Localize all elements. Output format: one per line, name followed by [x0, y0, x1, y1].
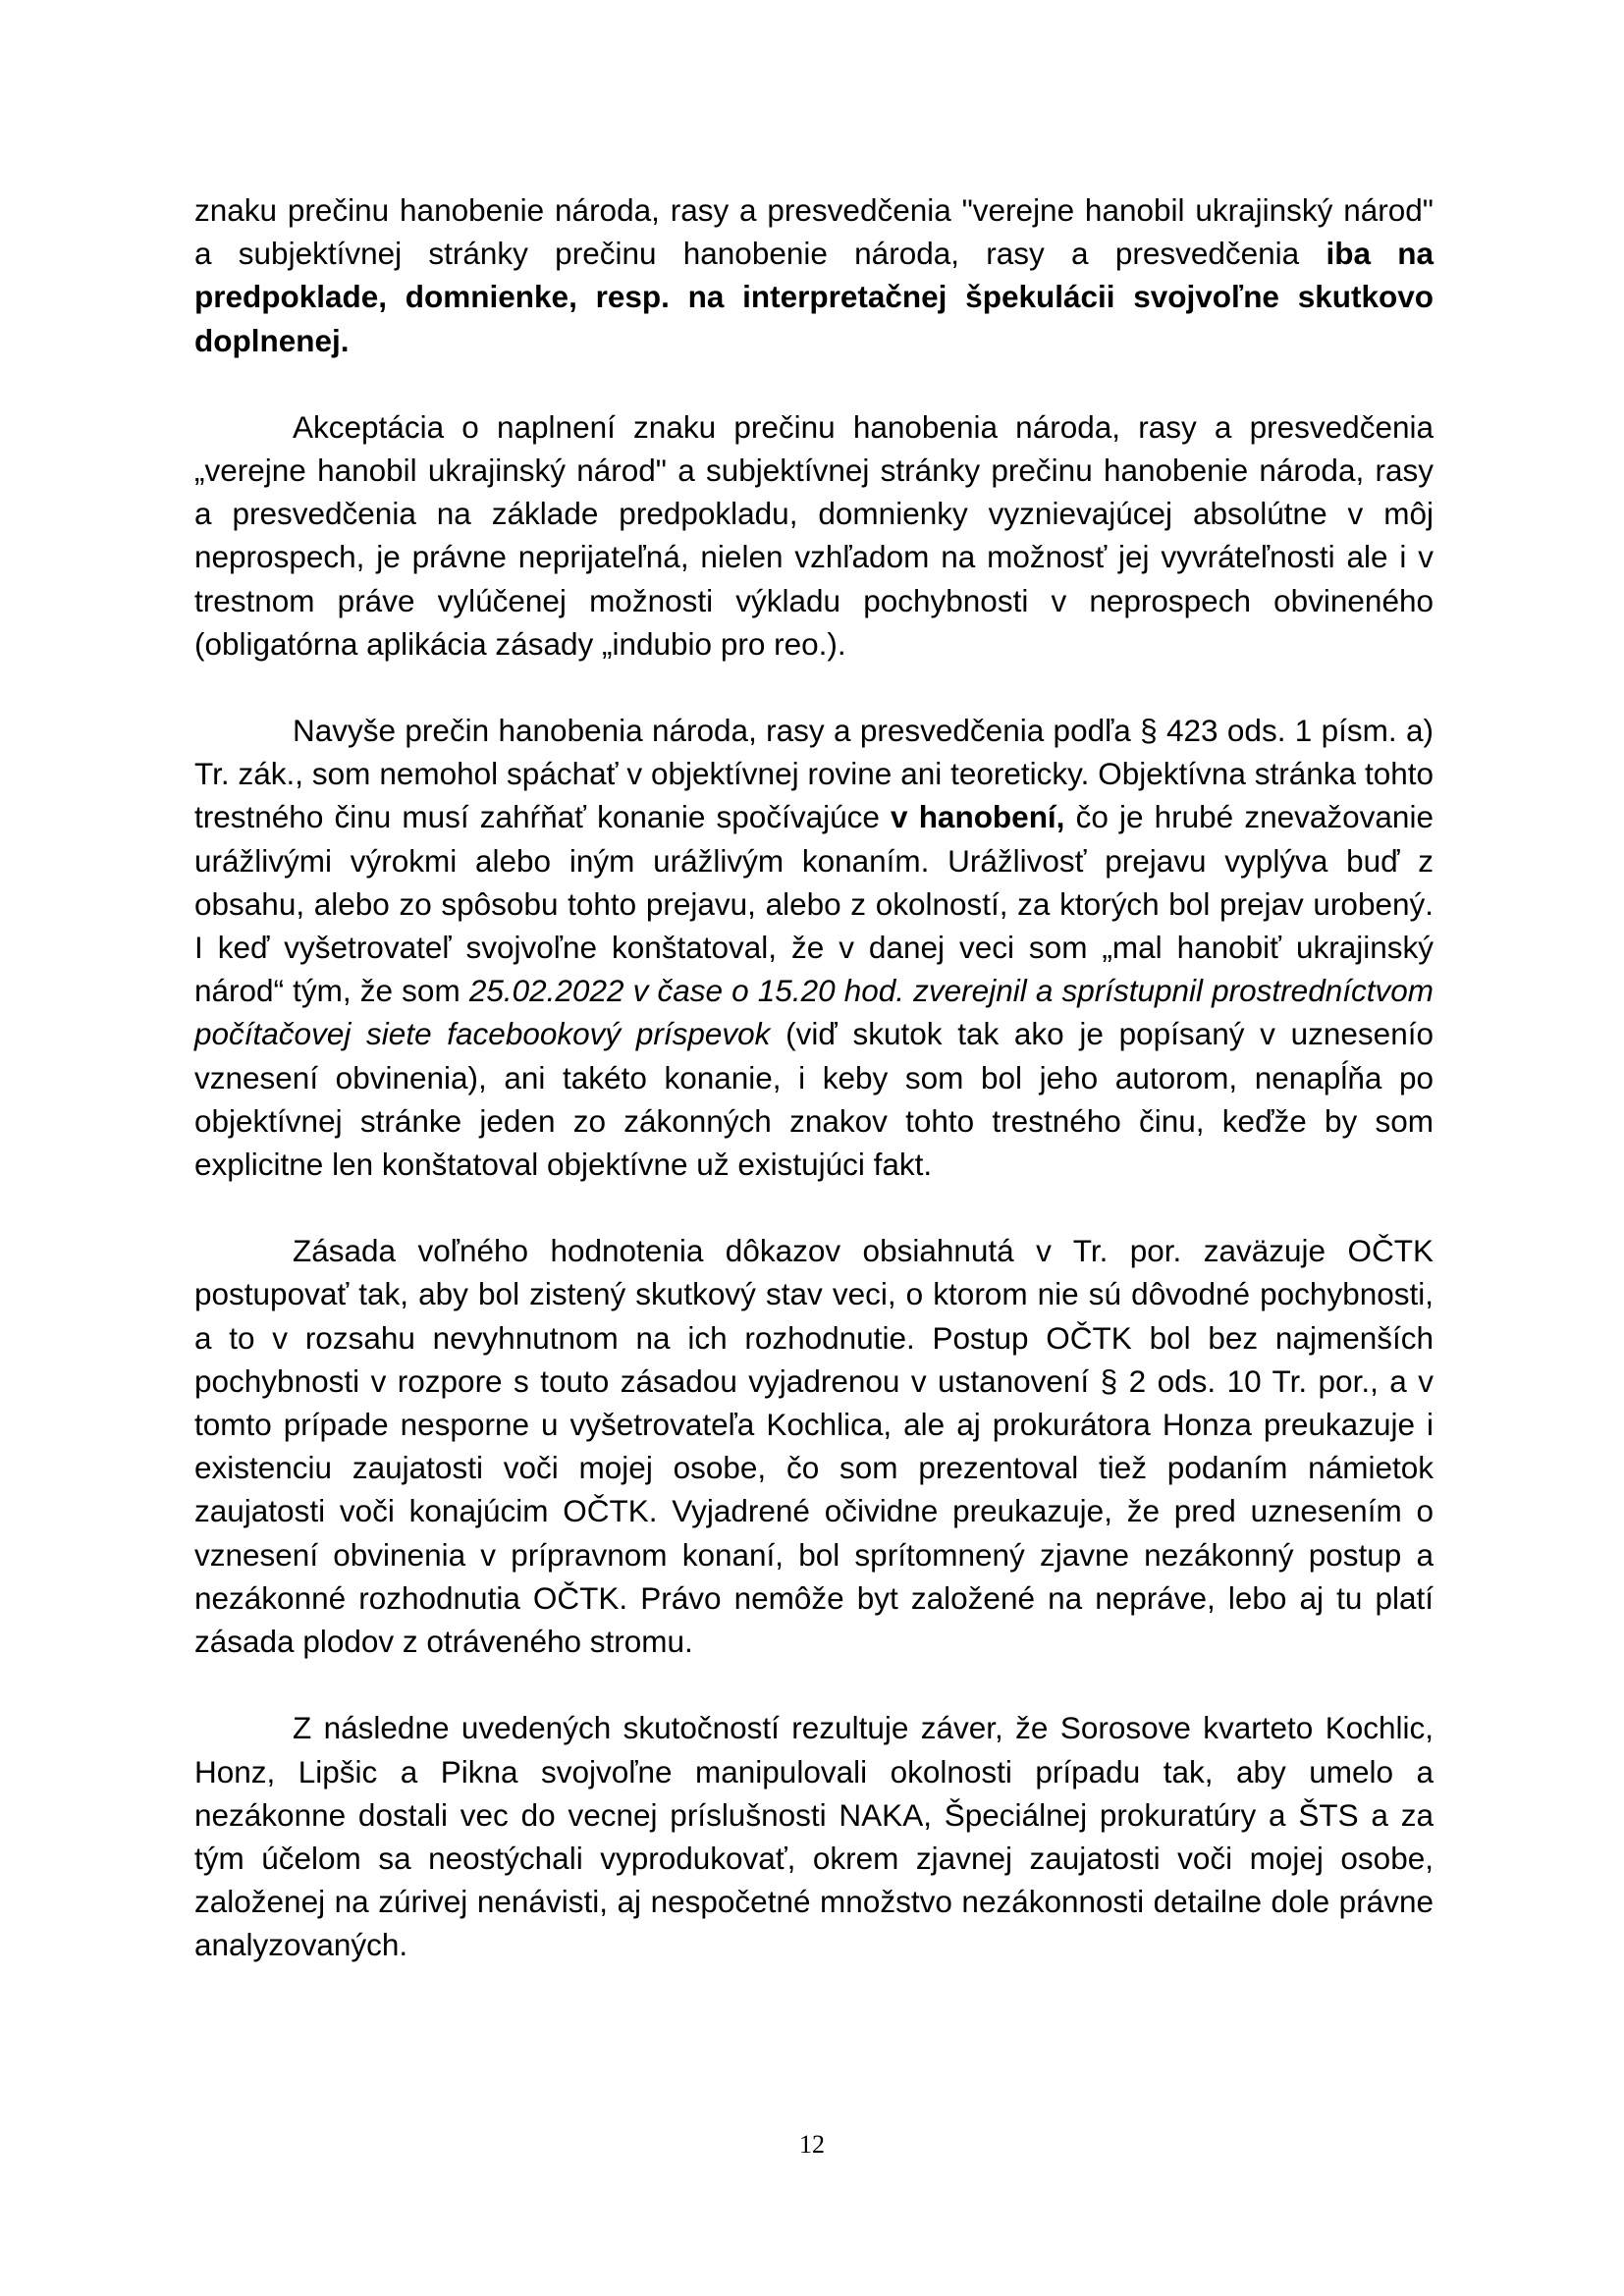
text-segment: Akceptácia o naplnení znaku prečinu hanobenia národa, rasy a presvedčenia „verejne hanobil ukrajinský národ" a subjektívnej stránky prečinu hanobenie národa, rasy a presvedčenia na základe predpokladu, domnienky vyznievajúcej absolútne v môj neprospech, je právne neprijateľná, nielen vzhľadom na možnosť jej vyvráteľnosti ale i v trestnom práve vylúčenej možnosti výkladu pochybnosti v neprospech obvineného (obligatórna aplikácia zásady „indubio pro reo.).	[194, 408, 1434, 662]
text-segment: Navyše prečin hanobenia národa, rasy a presvedčenia podľa § 423 ods. 1 písm. a) Tr. zák., som nemohol spáchať v objektívnej rovine ani teoreticky. Objektívna stránka tohto trestného činu musí zahŕňať konanie spočívajúce	[194, 713, 1434, 835]
text-segment: čo je hrubé znevažovanie urážlivými výrokmi alebo iným urážlivým konaním. Urážlivosť prejavu vyplýva buď z obsahu, alebo zo spôsobu tohto prejavu, alebo z okolností, za ktorých bol prejav urobený. I keď vyšetrovateľ svojvoľne konštatoval, že v danej veci som „mal hanobiť ukrajinský národ“ tým, že som	[194, 799, 1434, 1009]
paragraph	[194, 709, 1434, 1186]
paragraph	[194, 1706, 1434, 1966]
text-segment: znaku prečinu hanobenie národa, rasy a presvedčenia "verejne hanobil ukrajinský národ" a subjektívnej stránky prečinu hanobenie národa, rasy a presvedčenia	[194, 192, 1434, 272]
text-segment: v hanobení,	[891, 799, 1065, 835]
document-body	[194, 188, 1434, 2010]
paragraph	[194, 1229, 1434, 1663]
paragraph	[194, 188, 1434, 362]
paragraph	[194, 405, 1434, 666]
text-segment: iba na predpoklade, domnienke, resp. na interpretačnej špekulácii svojvoľne skutkovo doplnenej.	[194, 236, 1434, 358]
text-segment: (viď skutok tak ako je popísaný v uznesenío vznesení obvinenia), ani takéto konanie, i keby som bol jeho autorom, nenapĺňa po objektívnej stránke jeden zo zákonných znakov tohto trestného činu, keďže by som explicitne len konštatoval objektívne už existujúci fakt.	[194, 1016, 1434, 1183]
page-number: 12	[799, 2130, 825, 2159]
text-segment: Z následne uvedených skutočností rezultuje záver, že Sorosove kvarteto Kochlic, Honz, Lipšic a Pikna svojvoľne manipulovali okolnosti prípadu tak, aby umelo a nezákonne dostali vec do vecnej príslušnosti NAKA, Špeciálnej prokuratúry a ŠTS a za tým účelom sa neostýchali vyprodukovať, okrem zjavnej zaujatosti voči mojej osobe, založenej na zúrivej nenávisti, aj nespočetné množstvo nezákonnosti detailne dole právne analyzovaných.	[194, 1710, 1434, 1963]
text-segment: Zásada voľného hodnotenia dôkazov obsiahnutá v Tr. por. zaväzuje OČTK postupovať tak, aby bol zistený skutkový stav veci, o ktorom nie sú dôvodné pochybnosti, a to v rozsahu nevyhnutnom na ich rozhodnutie. Postup OČTK bol bez najmenších pochybnosti v rozpore s touto zásadou vyjadrenou v ustanovení § 2 ods. 10 Tr. por., a v tomto prípade nesporne u vyšetrovateľa Kochlica, ale aj prokurátora Honza preukazuje i existenciu zaujatosti voči mojej osobe, čo som prezentoval tiež podaním námietok zaujatosti voči konajúcim OČTK. Vyjadrené očividne preukazuje, že pred uznesením o vznesení obvinenia v prípravnom konaní, bol sprítomnený zjavne nezákonný postup a nezákonné rozhodnutia OČTK. Právo nemôže byt založené na neprávе, lebo aj tu platí zásada plodov z otráveného stromu.	[194, 1233, 1434, 1660]
text-segment: 25.02.2022 v čase o 15.20 hod. zverejnil a sprístupnil prostredníctvom počítačovej siete facebookový príspevok	[194, 973, 1434, 1052]
